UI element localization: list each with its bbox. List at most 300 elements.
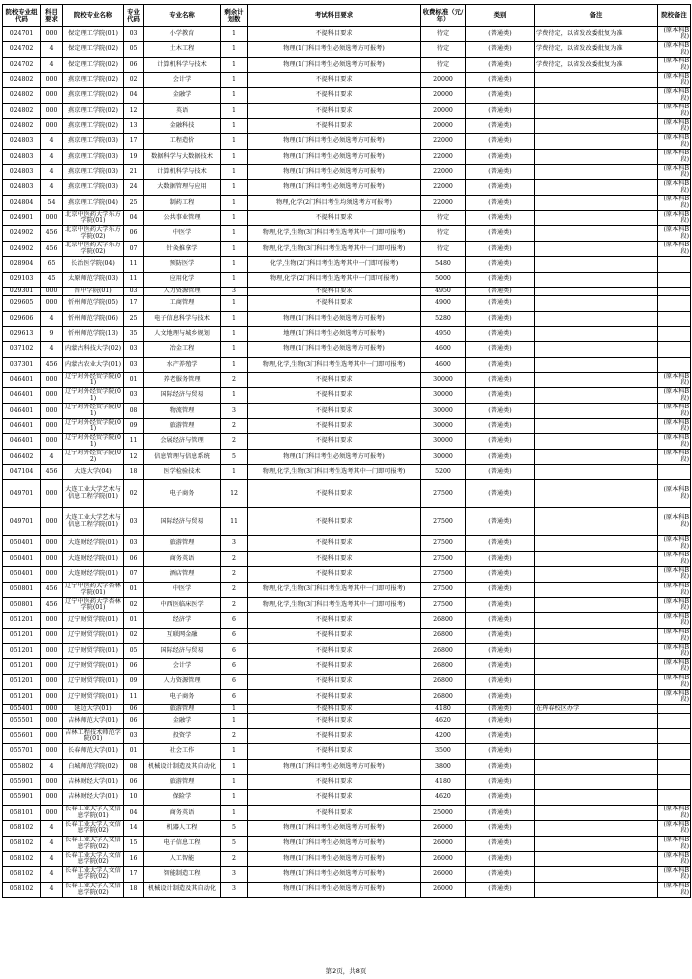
cell-fee: 22000	[421, 195, 466, 210]
cell-note	[535, 597, 658, 612]
cell-exam-req: 不提科目要求	[248, 508, 421, 536]
cell-remaining: 6	[221, 628, 248, 643]
table-row	[3, 628, 691, 643]
cell-note	[535, 73, 658, 88]
cell-major-name: 人力资源管理	[144, 287, 221, 296]
cell-exam-req: 不提科目要求	[248, 434, 421, 449]
cell-category: (普通类)	[466, 628, 535, 643]
cell-school-note: (原本科B段)	[658, 674, 691, 689]
cell-school-note: (原本科B段)	[658, 419, 691, 434]
cell-major-name: 经济学	[144, 613, 221, 628]
cell-exam-req: 不提科目要求	[248, 659, 421, 674]
cell-school-name: 辽宁财贸学院(01)	[63, 689, 124, 704]
cell-category: (普通类)	[466, 536, 535, 551]
cell-remaining: 1	[221, 465, 248, 480]
cell-remaining: 1	[221, 775, 248, 790]
cell-group-code: 055401	[3, 705, 41, 714]
cell-subject-req: 000	[41, 536, 63, 551]
cell-major-code: 05	[124, 42, 144, 57]
cell-fee: 26000	[421, 851, 466, 866]
cell-category: (普通类)	[466, 103, 535, 118]
cell-school-note: (原本科B段)	[658, 42, 691, 57]
table-row	[3, 790, 691, 805]
cell-category: (普通类)	[466, 805, 535, 820]
cell-school-note: (原本科B段)	[658, 508, 691, 536]
cell-exam-req: 物理,化学,生物(3门科目考生选考其中一门即可报考)	[248, 465, 421, 480]
cell-exam-req: 不提科目要求	[248, 674, 421, 689]
cell-group-code: 058101	[3, 805, 41, 820]
cell-school-note: (原本科B段)	[658, 851, 691, 866]
cell-exam-req: 物理(1门科目考生必须选考方可报考)	[248, 180, 421, 195]
table-row	[3, 419, 691, 434]
cell-group-code: 046401	[3, 388, 41, 403]
cell-major-code: 06	[124, 705, 144, 714]
cell-category: (普通类)	[466, 643, 535, 658]
cell-group-code: 046401	[3, 373, 41, 388]
cell-major-code: 11	[124, 272, 144, 287]
cell-school-name: 燕京理工学院(02)	[63, 119, 124, 134]
cell-note	[535, 821, 658, 836]
cell-subject-req: 000	[41, 388, 63, 403]
cell-category: (普通类)	[466, 342, 535, 357]
cell-school-name: 大连财经学院(01)	[63, 551, 124, 566]
cell-group-code: 058102	[3, 836, 41, 851]
cell-exam-req: 物理(1门科目考生必须选考方可报考)	[248, 42, 421, 57]
cell-fee: 26000	[421, 882, 466, 897]
cell-group-code: 051201	[3, 628, 41, 643]
cell-remaining: 2	[221, 373, 248, 388]
cell-school-note: (原本科B段)	[658, 536, 691, 551]
table-row	[3, 403, 691, 418]
cell-fee: 22000	[421, 180, 466, 195]
cell-note	[535, 149, 658, 164]
cell-category: (普通类)	[466, 296, 535, 311]
cell-category: (普通类)	[466, 597, 535, 612]
table-row	[3, 536, 691, 551]
cell-exam-req: 不提科目要求	[248, 613, 421, 628]
cell-school-name: 北京中医药大学东方学院(02)	[63, 226, 124, 241]
cell-exam-req: 物理(1门科目考生必须选考方可报考)	[248, 165, 421, 180]
cell-fee: 27500	[421, 567, 466, 582]
cell-fee: 4180	[421, 705, 466, 714]
cell-major-code: 04	[124, 805, 144, 820]
cell-note	[535, 805, 658, 820]
cell-exam-req: 物理(1门科目考生必须选考方可报考)	[248, 57, 421, 72]
cell-school-name: 长春工业大学人文信息学院(02)	[63, 867, 124, 882]
cell-remaining: 1	[221, 57, 248, 72]
cell-school-name: 大连大学(04)	[63, 465, 124, 480]
table-row	[3, 327, 691, 342]
cell-school-note: (原本科B段)	[658, 882, 691, 897]
table-row	[3, 659, 691, 674]
cell-subject-req: 456	[41, 597, 63, 612]
header-fee: 收费标准（元/年）	[421, 5, 466, 27]
table-row	[3, 357, 691, 372]
cell-exam-req: 物理,化学,生物(3门科目考生选考其中一门即可报考)	[248, 357, 421, 372]
cell-category: (普通类)	[466, 42, 535, 57]
cell-exam-req: 不提科目要求	[248, 689, 421, 704]
cell-school-name: 忻州师范学院(05)	[63, 296, 124, 311]
cell-major-code: 05	[124, 643, 144, 658]
cell-group-code: 046401	[3, 419, 41, 434]
cell-fee: 20000	[421, 88, 466, 103]
cell-major-name: 会计学	[144, 73, 221, 88]
cell-exam-req: 不提科目要求	[248, 567, 421, 582]
header-major-code: 专业代码	[124, 5, 144, 27]
cell-remaining: 1	[221, 226, 248, 241]
cell-category: (普通类)	[466, 226, 535, 241]
cell-remaining: 1	[221, 165, 248, 180]
cell-subject-req: 456	[41, 357, 63, 372]
cell-school-name: 大连财经学院(01)	[63, 567, 124, 582]
cell-subject-req: 000	[41, 790, 63, 805]
cell-school-note: (原本科B段)	[658, 836, 691, 851]
cell-school-note	[658, 729, 691, 744]
cell-group-code: 024802	[3, 88, 41, 103]
cell-group-code: 050401	[3, 567, 41, 582]
cell-exam-req: 不提科目要求	[248, 27, 421, 42]
table-row	[3, 465, 691, 480]
cell-group-code: 050401	[3, 551, 41, 566]
cell-note	[535, 103, 658, 118]
cell-exam-req: 不提科目要求	[248, 287, 421, 296]
cell-remaining: 1	[221, 103, 248, 118]
cell-group-code: 029301	[3, 287, 41, 296]
cell-school-name: 辽宁对外经贸学院(01)	[63, 419, 124, 434]
cell-category: (普通类)	[466, 465, 535, 480]
cell-fee: 20000	[421, 103, 466, 118]
cell-major-name: 社会工作	[144, 744, 221, 759]
cell-remaining: 3	[221, 867, 248, 882]
cell-note	[535, 480, 658, 508]
cell-note	[535, 851, 658, 866]
cell-major-code: 11	[124, 257, 144, 272]
cell-school-name: 长春工业大学人文信息学院(01)	[63, 805, 124, 820]
cell-school-name: 辽宁对外经贸学院(02)	[63, 449, 124, 464]
cell-note	[535, 226, 658, 241]
cell-school-note	[658, 342, 691, 357]
cell-note	[535, 257, 658, 272]
cell-major-code: 24	[124, 180, 144, 195]
table-row	[3, 226, 691, 241]
cell-school-name: 辽宁对外经贸学院(01)	[63, 403, 124, 418]
cell-major-code: 06	[124, 775, 144, 790]
cell-fee: 26800	[421, 643, 466, 658]
cell-major-code: 35	[124, 327, 144, 342]
cell-note	[535, 551, 658, 566]
cell-group-code: 024804	[3, 195, 41, 210]
cell-school-name: 保定理工学院(02)	[63, 57, 124, 72]
cell-subject-req: 4	[41, 342, 63, 357]
cell-exam-req: 物理,化学(2门科目考生选考其中一门即可报考)	[248, 272, 421, 287]
cell-remaining: 1	[221, 388, 248, 403]
cell-remaining: 11	[221, 508, 248, 536]
cell-category: (普通类)	[466, 57, 535, 72]
table-row	[3, 134, 691, 149]
cell-major-name: 机器人工程	[144, 821, 221, 836]
cell-school-name: 辽宁中医药大学杏林学院(01)	[63, 582, 124, 597]
cell-school-note	[658, 272, 691, 287]
cell-note	[535, 88, 658, 103]
header-group-code: 院校专业组代码	[3, 5, 41, 27]
cell-remaining: 3	[221, 882, 248, 897]
cell-major-name: 金融学	[144, 88, 221, 103]
cell-exam-req: 不提科目要求	[248, 805, 421, 820]
cell-school-note: (原本科B段)	[658, 88, 691, 103]
cell-major-code: 12	[124, 103, 144, 118]
cell-major-name: 旅游管理	[144, 536, 221, 551]
cell-note	[535, 211, 658, 226]
cell-category: (普通类)	[466, 311, 535, 326]
cell-school-note: (原本科B段)	[658, 388, 691, 403]
cell-subject-req: 4	[41, 311, 63, 326]
cell-major-name: 旅游管理	[144, 419, 221, 434]
cell-major-code: 03	[124, 27, 144, 42]
cell-fee: 5280	[421, 311, 466, 326]
cell-exam-req: 物理,化学,生物(3门科目考生选考其中一门即可报考)	[248, 597, 421, 612]
cell-category: (普通类)	[466, 241, 535, 256]
cell-major-code: 18	[124, 465, 144, 480]
header-major-name: 专业名称	[144, 5, 221, 27]
cell-group-code: 050401	[3, 536, 41, 551]
cell-fee: 27500	[421, 582, 466, 597]
cell-fee: 26800	[421, 674, 466, 689]
cell-school-name: 辽宁对外经贸学院(01)	[63, 434, 124, 449]
cell-school-name: 长春工业大学人文信息学院(02)	[63, 821, 124, 836]
cell-remaining: 2	[221, 434, 248, 449]
cell-fee: 4200	[421, 729, 466, 744]
cell-major-code: 02	[124, 597, 144, 612]
cell-subject-req: 000	[41, 103, 63, 118]
cell-exam-req: 物理(1门科目考生必须选考方可报考)	[248, 821, 421, 836]
table-row	[3, 508, 691, 536]
cell-subject-req: 000	[41, 419, 63, 434]
cell-fee: 待定	[421, 211, 466, 226]
cell-school-name: 晋中学院(01)	[63, 287, 124, 296]
cell-exam-req: 不提科目要求	[248, 536, 421, 551]
cell-note	[535, 628, 658, 643]
cell-school-note: (原本科B段)	[658, 195, 691, 210]
cell-school-name: 内蒙古农业大学(01)	[63, 357, 124, 372]
admission-plan-table	[2, 4, 691, 898]
cell-school-note: (原本科B段)	[658, 597, 691, 612]
cell-school-note	[658, 311, 691, 326]
cell-fee: 26800	[421, 613, 466, 628]
cell-category: (普通类)	[466, 73, 535, 88]
cell-remaining: 6	[221, 613, 248, 628]
cell-school-note: (原本科B段)	[658, 241, 691, 256]
cell-category: (普通类)	[466, 327, 535, 342]
cell-major-name: 会计学	[144, 659, 221, 674]
cell-major-code: 08	[124, 403, 144, 418]
cell-subject-req: 000	[41, 713, 63, 728]
cell-group-code: 024803	[3, 134, 41, 149]
cell-remaining: 2	[221, 582, 248, 597]
cell-major-code: 03	[124, 342, 144, 357]
cell-fee: 27500	[421, 480, 466, 508]
table-row	[3, 27, 691, 42]
cell-group-code: 029605	[3, 296, 41, 311]
cell-remaining: 6	[221, 643, 248, 658]
cell-note	[535, 465, 658, 480]
cell-school-name: 长春工业大学人文信息学院(02)	[63, 851, 124, 866]
cell-major-name: 针灸推拿学	[144, 241, 221, 256]
table-row	[3, 272, 691, 287]
cell-major-code: 07	[124, 241, 144, 256]
cell-subject-req: 000	[41, 287, 63, 296]
cell-remaining: 1	[221, 311, 248, 326]
cell-category: (普通类)	[466, 659, 535, 674]
cell-category: (普通类)	[466, 357, 535, 372]
cell-note	[535, 790, 658, 805]
cell-category: (普通类)	[466, 582, 535, 597]
cell-group-code: 029103	[3, 272, 41, 287]
cell-remaining: 12	[221, 480, 248, 508]
cell-group-code: 058102	[3, 851, 41, 866]
cell-major-name: 制药工程	[144, 195, 221, 210]
cell-major-name: 医学检验技术	[144, 465, 221, 480]
table-row	[3, 211, 691, 226]
cell-major-name: 人文地理与城乡规划	[144, 327, 221, 342]
cell-major-code: 09	[124, 674, 144, 689]
cell-subject-req: 000	[41, 643, 63, 658]
cell-school-name: 辽宁对外经贸学院(01)	[63, 388, 124, 403]
cell-fee: 5200	[421, 465, 466, 480]
cell-category: (普通类)	[466, 851, 535, 866]
cell-note	[535, 296, 658, 311]
cell-subject-req: 000	[41, 119, 63, 134]
cell-note	[535, 867, 658, 882]
cell-subject-req: 4	[41, 851, 63, 866]
cell-remaining: 5	[221, 449, 248, 464]
cell-remaining: 2	[221, 729, 248, 744]
cell-remaining: 1	[221, 296, 248, 311]
cell-exam-req: 不提科目要求	[248, 296, 421, 311]
cell-major-code: 03	[124, 287, 144, 296]
cell-exam-req: 物理(1门科目考生必须选考方可报考)	[248, 449, 421, 464]
cell-school-note: (原本科B段)	[658, 821, 691, 836]
cell-category: (普通类)	[466, 165, 535, 180]
table-row	[3, 582, 691, 597]
cell-major-code: 07	[124, 567, 144, 582]
cell-group-code: 055701	[3, 744, 41, 759]
cell-note	[535, 342, 658, 357]
header-row	[3, 5, 691, 27]
cell-category: (普通类)	[466, 211, 535, 226]
cell-fee: 25000	[421, 805, 466, 820]
table-row	[3, 821, 691, 836]
cell-group-code: 055901	[3, 790, 41, 805]
cell-major-name: 土木工程	[144, 42, 221, 57]
cell-note	[535, 311, 658, 326]
cell-major-code: 06	[124, 659, 144, 674]
cell-remaining: 3	[221, 403, 248, 418]
cell-subject-req: 000	[41, 689, 63, 704]
cell-major-code: 11	[124, 689, 144, 704]
cell-major-name: 旅游管理	[144, 705, 221, 714]
cell-exam-req: 不提科目要求	[248, 775, 421, 790]
cell-major-name: 机械设计制造及其自动化	[144, 882, 221, 897]
cell-fee: 26000	[421, 821, 466, 836]
cell-exam-req: 不提科目要求	[248, 551, 421, 566]
cell-exam-req: 物理(1门科目考生必须选考方可报考)	[248, 867, 421, 882]
cell-school-note: (原本科B段)	[658, 226, 691, 241]
cell-exam-req: 不提科目要求	[248, 373, 421, 388]
cell-fee: 待定	[421, 226, 466, 241]
cell-subject-req: 000	[41, 88, 63, 103]
cell-group-code: 037102	[3, 342, 41, 357]
cell-category: (普通类)	[466, 449, 535, 464]
cell-school-name: 忻州师范学院(13)	[63, 327, 124, 342]
cell-subject-req: 000	[41, 508, 63, 536]
cell-group-code: 055802	[3, 759, 41, 774]
cell-school-name: 大连财经学院(01)	[63, 536, 124, 551]
table-row	[3, 551, 691, 566]
header-subject-req: 科目要求	[41, 5, 63, 27]
cell-fee: 22000	[421, 149, 466, 164]
cell-remaining: 1	[221, 149, 248, 164]
cell-major-name: 预防医学	[144, 257, 221, 272]
cell-fee: 待定	[421, 57, 466, 72]
cell-group-code: 051201	[3, 659, 41, 674]
cell-exam-req: 物理,化学,生物(3门科目考生选考其中一门即可报考)	[248, 226, 421, 241]
cell-subject-req: 000	[41, 729, 63, 744]
cell-major-code: 16	[124, 851, 144, 866]
cell-major-name: 互联网金融	[144, 628, 221, 643]
cell-school-name: 忻州师范学院(06)	[63, 311, 124, 326]
cell-remaining: 1	[221, 42, 248, 57]
cell-group-code: 050801	[3, 597, 41, 612]
cell-note	[535, 689, 658, 704]
cell-exam-req: 物理(1门科目考生必须选考方可报考)	[248, 311, 421, 326]
cell-fee: 待定	[421, 241, 466, 256]
cell-remaining: 1	[221, 705, 248, 714]
cell-major-name: 信息管理与信息系统	[144, 449, 221, 464]
cell-group-code: 051201	[3, 674, 41, 689]
table-row	[3, 643, 691, 658]
cell-category: (普通类)	[466, 272, 535, 287]
cell-major-code: 13	[124, 119, 144, 134]
cell-school-note: (原本科B段)	[658, 449, 691, 464]
cell-remaining: 1	[221, 180, 248, 195]
table-row	[3, 449, 691, 464]
cell-fee: 5480	[421, 257, 466, 272]
cell-subject-req: 000	[41, 674, 63, 689]
cell-major-code: 01	[124, 613, 144, 628]
cell-group-code: 058102	[3, 882, 41, 897]
cell-subject-req: 000	[41, 296, 63, 311]
cell-school-note: (原本科B段)	[658, 57, 691, 72]
cell-major-name: 养老服务管理	[144, 373, 221, 388]
cell-category: (普通类)	[466, 419, 535, 434]
cell-exam-req: 物理(1门科目考生必须选考方可报考)	[248, 134, 421, 149]
cell-note	[535, 759, 658, 774]
cell-subject-req: 456	[41, 582, 63, 597]
table-row	[3, 805, 691, 820]
cell-group-code: 024702	[3, 42, 41, 57]
cell-exam-req: 物理,化学,生物(3门科目考生选考其中一门即可报考)	[248, 241, 421, 256]
cell-school-note	[658, 759, 691, 774]
cell-school-note	[658, 257, 691, 272]
cell-exam-req: 不提科目要求	[248, 88, 421, 103]
cell-category: (普通类)	[466, 388, 535, 403]
cell-fee: 30000	[421, 388, 466, 403]
cell-major-name: 商务英语	[144, 551, 221, 566]
cell-school-name: 吉林师范大学(01)	[63, 713, 124, 728]
cell-school-note: (原本科B段)	[658, 149, 691, 164]
cell-fee: 4620	[421, 790, 466, 805]
cell-remaining: 6	[221, 659, 248, 674]
